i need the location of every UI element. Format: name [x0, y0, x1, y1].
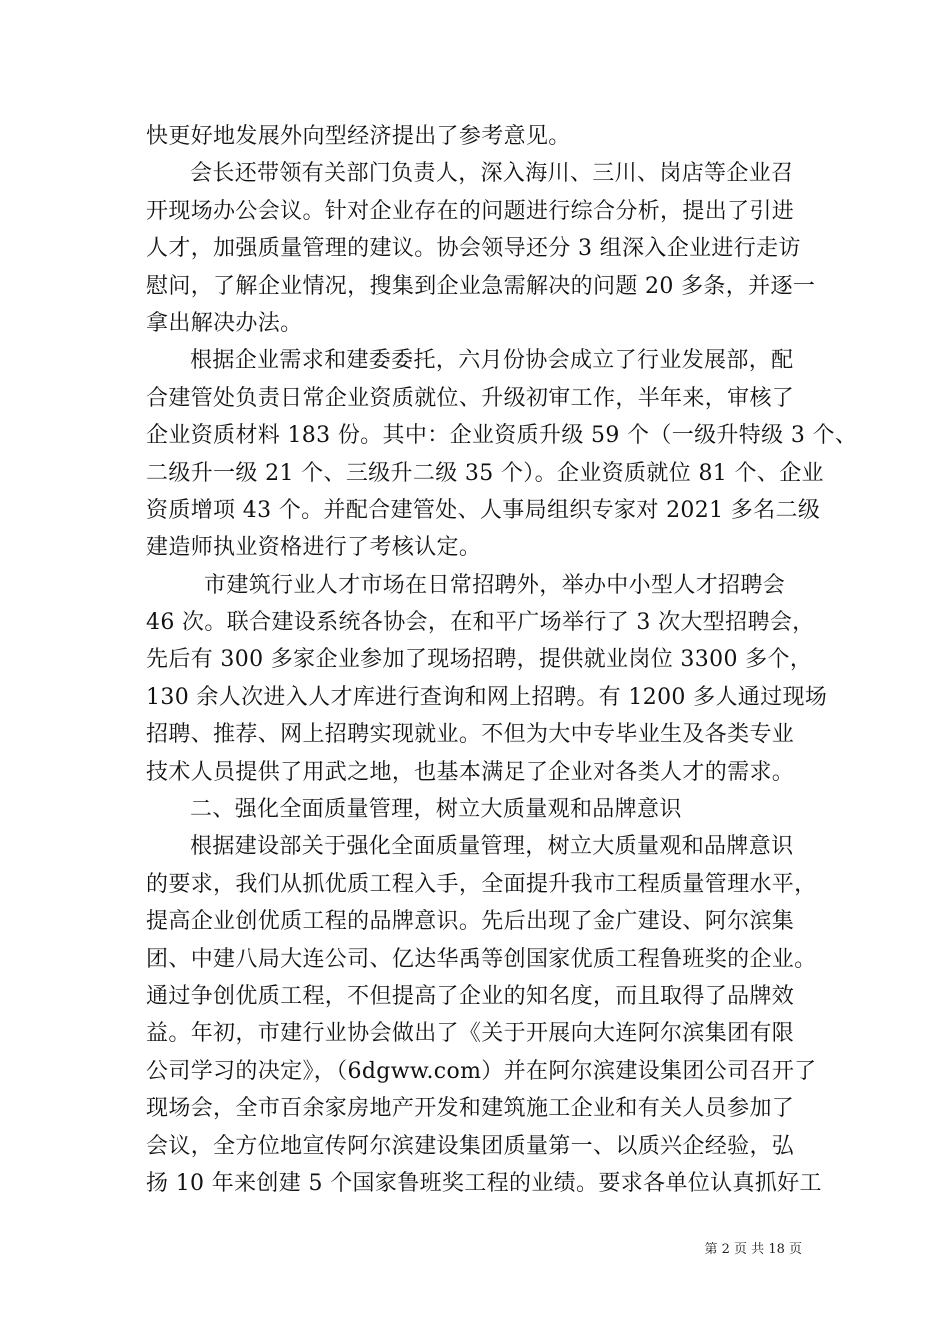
document-body: [146, 118, 858, 1202]
text-line: 130 余人次进入人才库进行查询和网上招聘。有 1200 多人通过现场: [146, 684, 828, 710]
text-line: 合建管处负责日常企业资质就位、升级初审工作，半年来，审核了: [146, 385, 795, 411]
text-line: 开现场办公会议。针对企业存在的问题进行综合分析，提出了引进: [146, 198, 795, 224]
text-line: 通过争创优质工程，不但提高了企业的知名度，而且取得了品牌效: [146, 983, 795, 1009]
text-line: 拿出解决办法。: [146, 310, 303, 336]
text-line: 会议，全方位地宣传阿尔滨建设集团质量第一、以质兴企经验，弘: [146, 1133, 795, 1159]
page-number: 第 2 页 共 18 页: [704, 1242, 802, 1257]
text-line: 先后有 300 多家企业参加了现场招聘，提供就业岗位 3300 多个，: [146, 647, 813, 673]
text-line: 团、中建八局大连公司、亿达华禹等创国家优质工程鲁班奖的企业。: [146, 946, 817, 972]
text-line: 快更好地发展外向型经济提出了参考意见。: [146, 124, 571, 149]
paragraph-start-line: 根据企业需求和建委委托，六月份协会成立了行业发展部，配: [190, 348, 794, 374]
text-line: 46 次。联合建设系统各协会，在和平广场举行了 3 次大型招聘会，: [146, 610, 815, 636]
text-line: 二级升一级 21 个、三级升二级 35 个）。企业资质就位 81 个、企业: [146, 460, 824, 486]
paragraph-start-line: 会长还带领有关部门负责人，深入海川、三川、岗店等企业召: [190, 161, 794, 187]
text-line: 慰问，了解企业情况，搜集到企业急需解决的问题 20 多条，并逐一: [146, 273, 816, 299]
text-line: 扬 10 年来创建 5 个国家鲁班奖工程的业绩。要求各单位认真抓好工: [146, 1170, 822, 1196]
text-line: 人才，加强质量管理的建议。协会领导还分 3 组深入企业进行走访: [146, 236, 801, 262]
text-line: 现场会，全市百余家房地产开发和建筑施工企业和有关人员参加了: [146, 1096, 795, 1122]
paragraph-start-line: 市建筑行业人才市场在日常招聘外，举办中小型人才招聘会: [204, 572, 786, 598]
text-line: 技术人员提供了用武之地，也基本满足了企业对各类人才的需求。: [146, 759, 795, 785]
text-line: 益。年初，市建行业协会做出了《关于开展向大连阿尔滨集团有限: [146, 1021, 795, 1047]
paragraph-start-line: 根据建设部关于强化全面质量管理，树立大质量观和品牌意识: [190, 834, 794, 860]
text-line: 的要求，我们从抓优质工程入手，全面提升我市工程质量管理水平，: [146, 871, 817, 897]
text-line: 招聘、推荐、网上招聘实现就业。不但为大中专毕业生及各类专业: [146, 722, 795, 748]
section-heading: 二、强化全面质量管理，树立大质量观和品牌意识: [190, 797, 682, 823]
text-line: 资质增项 43 个。并配合建管处、人事局组织专家对 2021 多名二级: [146, 497, 821, 523]
text-line: 公司学习的决定》，（6dgww.com）并在阿尔滨建设集团公司召开了: [146, 1058, 817, 1084]
text-line: 提高企业创优质工程的品牌意识。先后出现了金广建设、阿尔滨集: [146, 909, 795, 935]
text-line: 建造师执业资格进行了考核认定。: [146, 535, 482, 561]
text-line: 企业资质材料 183 份。其中：企业资质升级 59 个（一级升特级 3 个、: [146, 423, 858, 449]
